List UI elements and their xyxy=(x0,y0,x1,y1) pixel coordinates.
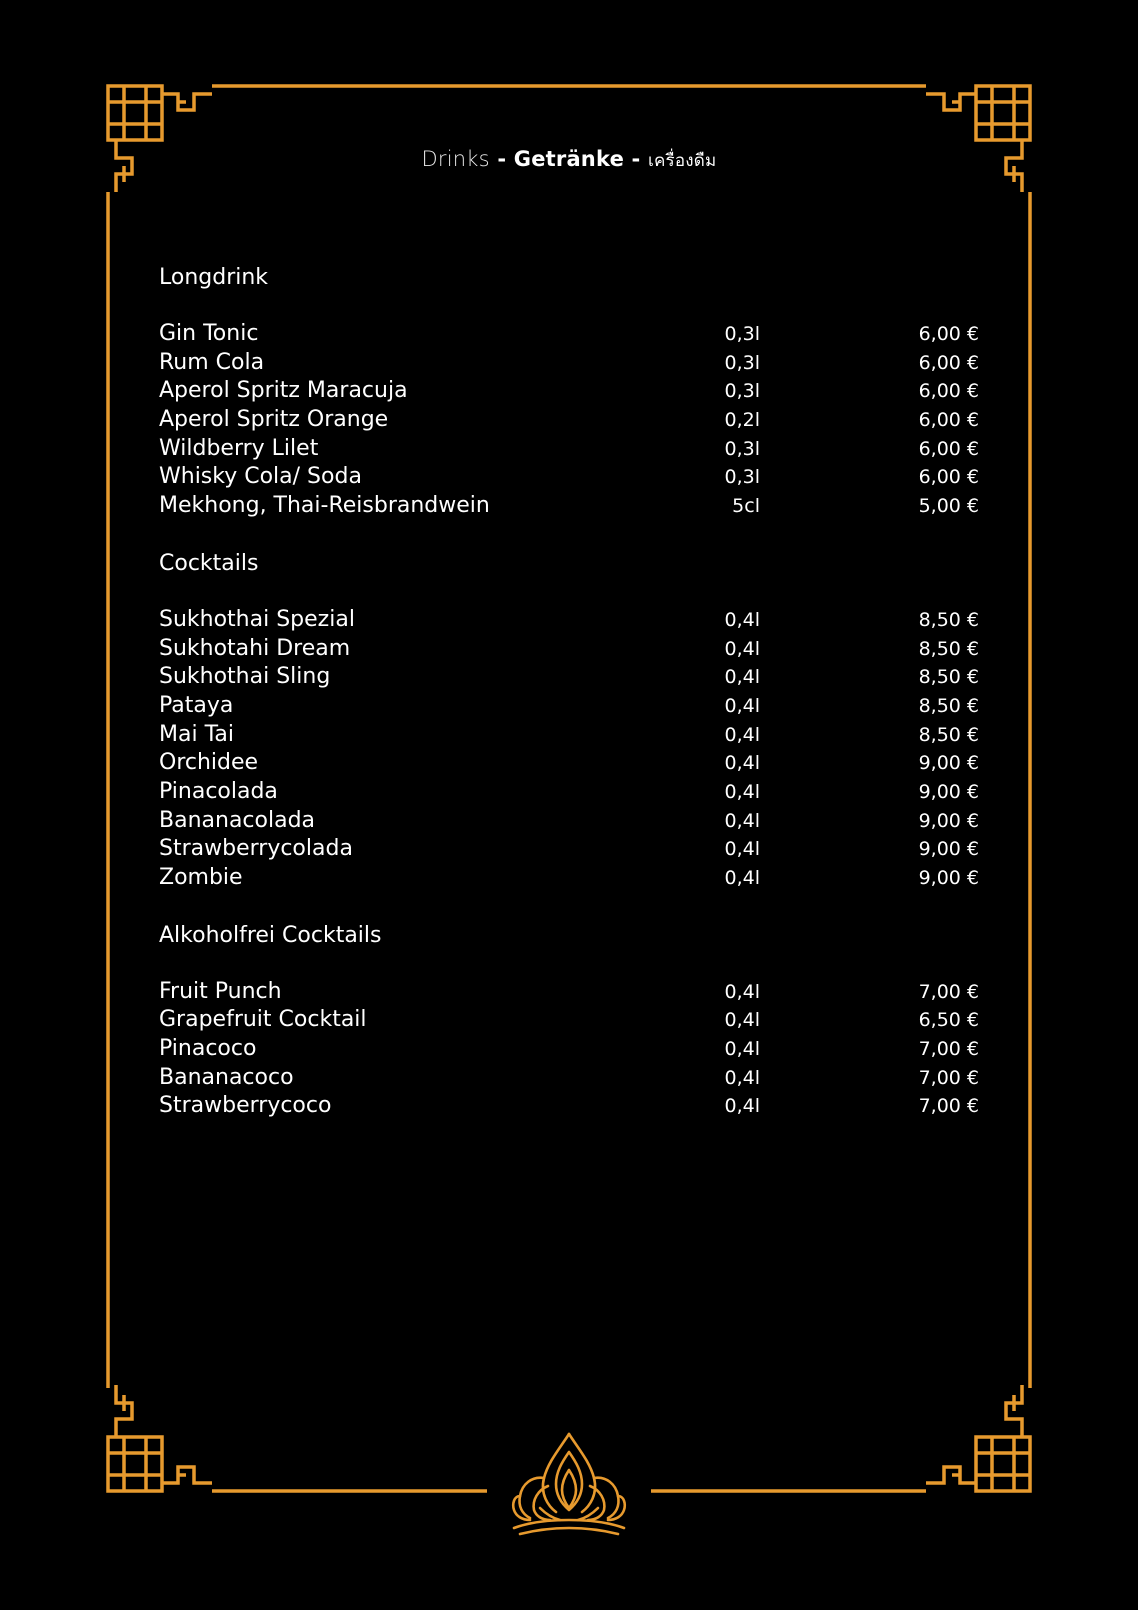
item-price: 6,00 € xyxy=(918,380,979,403)
item-name: Sukhothai Sling xyxy=(159,664,331,690)
item-name: Aperol Spritz Maracuja xyxy=(159,378,408,404)
menu-item-row xyxy=(159,406,979,435)
item-price: 6,00 € xyxy=(918,466,979,489)
item-volume: 0,3l xyxy=(724,323,760,345)
menu-item-row xyxy=(159,978,979,1007)
item-price: 6,00 € xyxy=(918,437,979,460)
item-name: Grapefruit Cocktail xyxy=(159,1007,367,1033)
title-drinks: Drinks xyxy=(421,147,490,171)
menu-item-row xyxy=(159,635,979,664)
item-price: 7,00 € xyxy=(918,1066,979,1089)
item-name: Strawberrycolada xyxy=(159,836,353,862)
item-price: 9,00 € xyxy=(918,867,979,889)
menu-item-row xyxy=(159,435,979,464)
item-name: Orchidee xyxy=(159,750,259,776)
item-price: 9,00 € xyxy=(918,752,979,775)
corner-ornament-bottom-left xyxy=(108,1385,212,1491)
item-price: 9,00 € xyxy=(918,780,979,803)
item-volume: 0,4l xyxy=(724,1095,760,1118)
item-price: 8,50 € xyxy=(918,608,979,631)
menu-item-row xyxy=(159,721,979,750)
item-name: Gin Tonic xyxy=(159,321,259,346)
item-volume: 0,4l xyxy=(724,1066,760,1089)
item-name: Pataya xyxy=(159,692,234,718)
title-separator: - xyxy=(624,147,648,171)
title-thai: เครื่องดืม xyxy=(647,151,717,171)
item-volume: 0,4l xyxy=(724,608,760,631)
item-volume: 0,4l xyxy=(724,867,760,889)
item-price: 8,50 € xyxy=(918,637,979,660)
menu-item-row xyxy=(159,349,979,378)
title-getraenke: Getränke xyxy=(513,147,625,171)
item-volume: 0,3l xyxy=(724,351,760,374)
menu-item-row xyxy=(159,606,979,635)
item-volume: 5cl xyxy=(732,495,760,518)
corner-ornament-top-left xyxy=(108,86,212,192)
item-price: 7,00 € xyxy=(918,1038,979,1061)
menu-item-row xyxy=(159,377,979,406)
menu-item-row xyxy=(159,320,979,349)
menu-item-row xyxy=(159,463,979,492)
menu-item-row xyxy=(159,692,979,721)
item-name: Mai Tai xyxy=(159,721,234,747)
menu-item-row xyxy=(159,1092,979,1121)
item-volume: 0,4l xyxy=(724,1009,760,1032)
page-title xyxy=(0,147,1138,174)
menu-item-row xyxy=(159,492,979,521)
item-name: Bananacolada xyxy=(159,807,316,833)
lotus-flame-icon xyxy=(513,1434,625,1534)
item-price: 9,00 € xyxy=(918,809,979,832)
corner-ornament-bottom-right xyxy=(926,1385,1030,1491)
menu-item-row xyxy=(159,663,979,692)
item-price: 6,50 € xyxy=(918,1009,979,1032)
item-name: Sukhothai Spezial xyxy=(159,606,355,632)
menu-item-row xyxy=(159,1006,979,1035)
section-title: Alkoholfrei Cocktails xyxy=(159,922,382,948)
item-name: Strawberrycoco xyxy=(159,1093,332,1119)
item-volume: 0,4l xyxy=(724,666,760,689)
item-volume: 0,3l xyxy=(724,437,760,460)
menu-section xyxy=(159,921,979,1121)
item-price: 8,50 € xyxy=(918,694,979,717)
item-name: Aperol Spritz Orange xyxy=(159,407,389,433)
item-price: 6,00 € xyxy=(918,351,979,374)
item-volume: 0,2l xyxy=(724,409,760,432)
item-volume: 0,3l xyxy=(724,466,760,489)
menu-item-row xyxy=(159,749,979,778)
item-name: Wildberry Lilet xyxy=(159,435,319,461)
item-name: Fruit Punch xyxy=(159,978,282,1004)
item-price: 7,00 € xyxy=(918,980,979,1003)
menu-item-row xyxy=(159,1064,979,1093)
item-volume: 0,3l xyxy=(724,380,760,403)
item-volume: 0,4l xyxy=(724,809,760,832)
item-name: Pinacolada xyxy=(159,778,278,804)
item-price: 8,50 € xyxy=(918,723,979,746)
section-title: Cocktails xyxy=(159,550,259,576)
item-volume: 0,4l xyxy=(724,1038,760,1061)
item-price: 6,00 € xyxy=(918,323,979,345)
menu-item-row xyxy=(159,1035,979,1064)
menu-section xyxy=(159,263,979,521)
section-title: Longdrink xyxy=(159,265,269,290)
item-volume: 0,4l xyxy=(724,694,760,717)
item-volume: 0,4l xyxy=(724,780,760,803)
item-price: 8,50 € xyxy=(918,666,979,689)
item-volume: 0,4l xyxy=(724,980,760,1003)
menu-item-row xyxy=(159,864,979,893)
menu-item-row xyxy=(159,807,979,836)
menu-section xyxy=(159,549,979,893)
item-price: 7,00 € xyxy=(918,1095,979,1118)
item-price: 5,00 € xyxy=(918,495,979,518)
item-name: Mekhong, Thai-Reisbrandwein xyxy=(159,493,490,519)
item-volume: 0,4l xyxy=(724,723,760,746)
item-price: 6,00 € xyxy=(918,409,979,432)
item-name: Whisky Cola/ Soda xyxy=(159,464,362,490)
item-volume: 0,4l xyxy=(724,838,760,861)
item-name: Zombie xyxy=(159,865,243,890)
item-volume: 0,4l xyxy=(724,752,760,775)
title-separator: - xyxy=(489,147,514,171)
corner-ornament-top-right xyxy=(926,86,1030,192)
menu-item-row xyxy=(159,835,979,864)
item-price: 9,00 € xyxy=(918,838,979,861)
item-name: Pinacoco xyxy=(159,1036,257,1062)
item-name: Rum Cola xyxy=(159,349,265,375)
menu-item-row xyxy=(159,778,979,807)
item-name: Sukhotahi Dream xyxy=(159,635,351,661)
item-name: Bananacoco xyxy=(159,1064,294,1090)
drinks-menu xyxy=(159,263,979,1121)
item-volume: 0,4l xyxy=(724,637,760,660)
